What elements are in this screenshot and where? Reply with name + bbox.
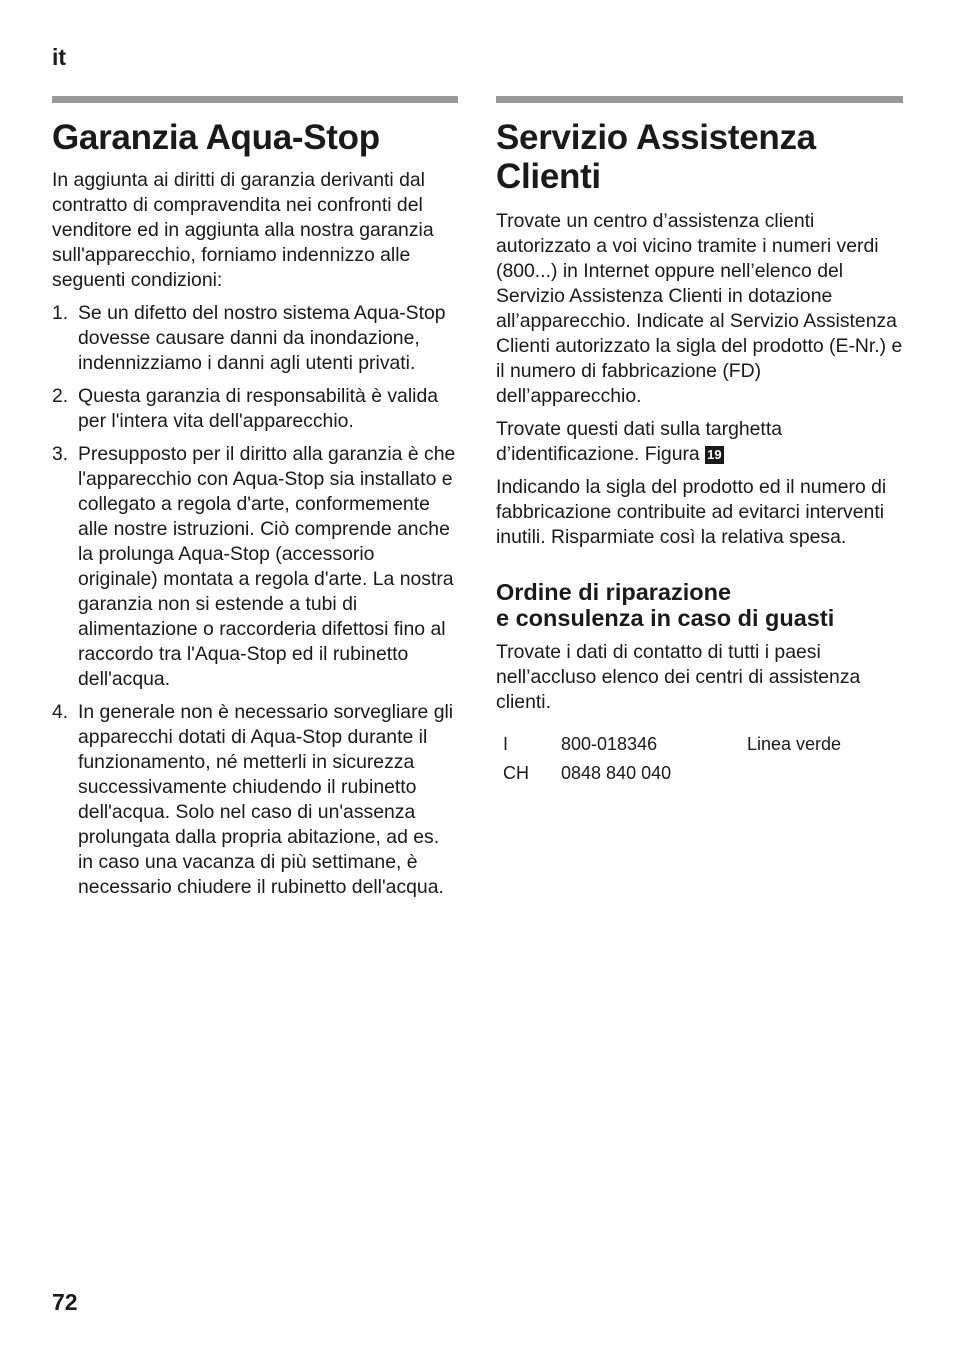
list-item-number: 3.	[52, 443, 69, 465]
contact-table	[496, 730, 903, 788]
warranty-title: Garanzia Aqua-Stop	[52, 118, 380, 157]
contact-phone-number: 800-018346	[561, 734, 658, 754]
contact-note: Linea verde	[747, 734, 842, 754]
section-rule	[52, 96, 458, 103]
figure-reference-badge: 19	[707, 447, 722, 462]
section-rule	[496, 96, 903, 103]
service-paragraph-1: Trovate un centro d’assistenza clienti autorizzato a voi vicino tramite i numeri verdi (800...) in Internet oppure nell’elenco del Servizio Assistenza Clienti in dotazione all’apparecchio. Indicate al Servizio Assistenza Clienti autorizzato la sigla del prodotto (E-Nr.) e il numero di fabbricazione (FD) dell’apparecchio.	[496, 210, 903, 407]
service-paragraph-4: Trovate i dati di contatto di tutti i paesi nell’accluso elenco dei centri di assistenza clienti.	[496, 641, 861, 713]
list-item-number: 1.	[52, 302, 69, 324]
service-paragraph-2	[496, 417, 903, 467]
list-item-text: Questa garanzia di responsabilità è valida per l'intera vita dell'apparecchio.	[78, 385, 439, 432]
list-item	[52, 384, 458, 434]
rating-plate-text: Trovate questi dati sulla targhetta d’identificazione. Figura	[496, 418, 782, 465]
list-item-number: 4.	[52, 701, 69, 723]
list-item-text: Se un difetto del nostro sistema Aqua-Stop dovesse causare danni da inondazione, indennizziamo i danni agli utenti privati.	[78, 302, 446, 374]
list-item-number: 2.	[52, 385, 69, 407]
list-item-text: In generale non è necessario sorvegliare gli apparecchi dotati di Aqua-Stop durante il funzionamento, né metterli in sicurezza successivamente chiudendo il rubinetto dell'acqua. Solo nel caso di un'assenza prolungata dalla propria abitazione, ad es. in caso una vacanza di più settimane, è necessario chiudere il rubinetto dell'acqua.	[78, 701, 454, 898]
contact-row	[496, 730, 903, 759]
list-item	[52, 301, 458, 376]
repair-order-subtitle	[496, 579, 903, 631]
customer-service-section	[496, 96, 903, 788]
list-item	[52, 442, 458, 692]
customer-service-title	[496, 118, 903, 196]
contact-phone-number: 0848 840 040	[561, 763, 672, 783]
title-line-2: Clienti	[496, 157, 601, 196]
warranty-section	[52, 96, 458, 908]
warranty-conditions-list	[52, 301, 458, 900]
warranty-intro: In aggiunta ai diritti di garanzia derivanti dal contratto di compravendita nei confronti del venditore ed in aggiunta alla nostra garanzia sull'apparecchio, forniamo indennizzo alle seguenti condizioni:	[52, 169, 434, 291]
title-line-1: Servizio Assistenza	[496, 118, 816, 157]
service-paragraph-3: Indicando la sigla del prodotto ed il numero di fabbricazione contribuite ad evitarci interventi inutili. Risparmiate così la relativa spesa.	[496, 476, 887, 548]
contact-row	[496, 759, 903, 788]
contact-country: I	[503, 734, 509, 754]
list-item-text: Presupposto per il diritto alla garanzia è che l'apparecchio con Aqua-Stop sia installato e collegato a regola d'arte, conformemente alle nostre istruzioni. Ciò comprende anche la prolunga Aqua-Stop (accessorio originale) montata a regola d'arte. La nostra garanzia non si estende a tubi di alimentazione o raccorderia difettosi fino al raccordo tra l'Aqua-Stop ed il rubinetto dell'acqua.	[78, 443, 456, 690]
list-item	[52, 700, 458, 900]
contact-country: CH	[503, 763, 529, 783]
language-tag: it	[52, 44, 67, 70]
subtitle-line-2: e consulenza in caso di guasti	[496, 605, 835, 631]
page-number: 72	[52, 1289, 78, 1315]
subtitle-line-1: Ordine di riparazione	[496, 579, 732, 605]
